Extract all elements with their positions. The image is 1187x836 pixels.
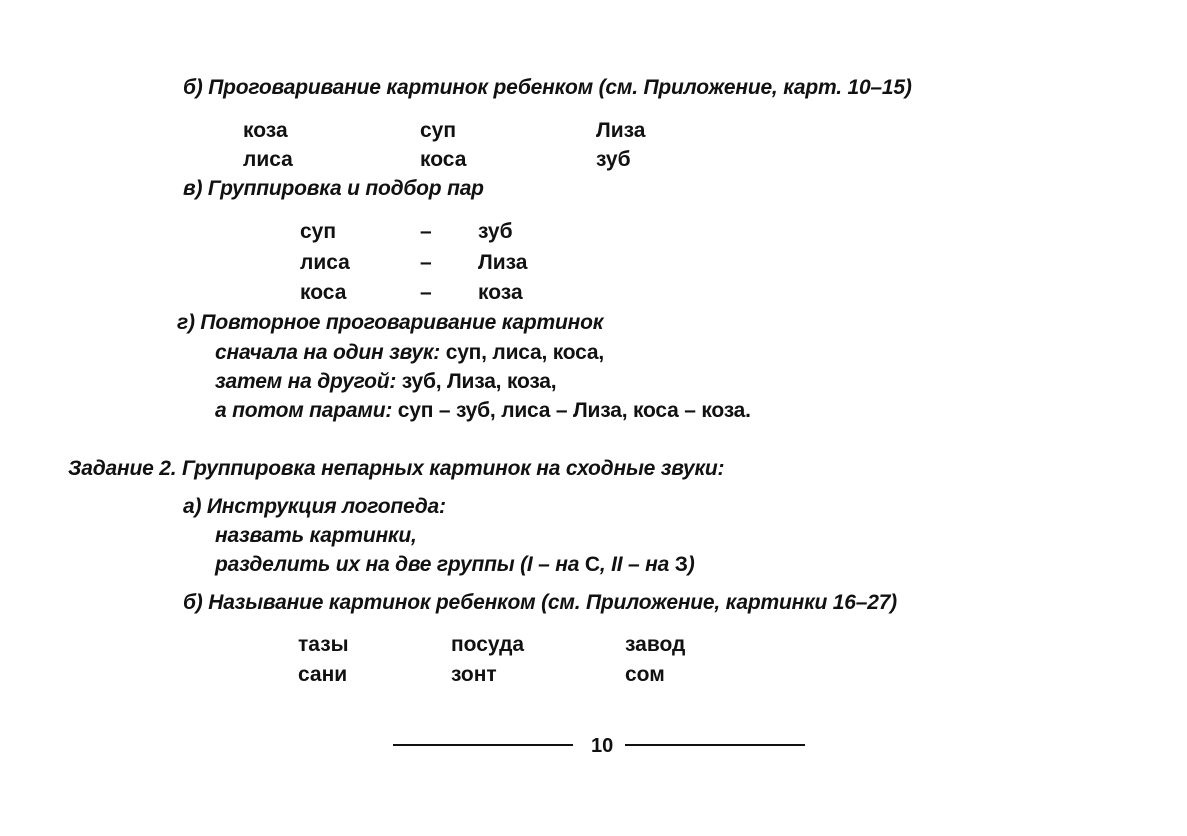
task-2-a-line-1: назвать картинки, xyxy=(215,524,417,547)
word: завод xyxy=(625,633,686,656)
line-text: суп, лиса, коса, xyxy=(440,341,604,364)
page-number: 10 xyxy=(591,735,614,757)
pair-dash: – xyxy=(420,220,432,243)
footer-rule-left xyxy=(393,744,573,746)
pair-right: коза xyxy=(478,281,523,304)
word: суп xyxy=(420,119,457,142)
word: лиса xyxy=(243,148,293,171)
pair-left: коса xyxy=(300,281,347,304)
pair-dash: – xyxy=(420,251,432,274)
pair-dash: – xyxy=(420,281,432,304)
line-text: суп – зуб, лиса – Лиза, коса – коза. xyxy=(392,399,751,422)
word: зонт xyxy=(451,663,497,686)
section-v-heading: в) Группировка и подбор пар xyxy=(183,177,484,200)
word: посуда xyxy=(451,633,525,656)
task-2-b-heading: б) Называние картинок ребенком (см. Приложение, картинки 16–27) xyxy=(183,591,897,614)
section-g-line-3 xyxy=(215,398,751,424)
line-text: зуб, Лиза, коза, xyxy=(396,370,557,393)
text-part: разделить их на две группы (I – на xyxy=(215,553,585,576)
word: зуб xyxy=(596,148,631,171)
letter-s: С xyxy=(584,553,600,576)
section-b-heading: б) Проговаривание картинок ребенком (см. Приложение, карт. 10–15) xyxy=(183,76,912,99)
section-g-line-1 xyxy=(215,340,604,366)
pair-left: суп xyxy=(300,220,337,243)
line-label: сначала на один звук: xyxy=(215,341,441,364)
pair-left: лиса xyxy=(300,251,350,274)
task-2-heading: Задание 2. Группировка непарных картинок на сходные звуки: xyxy=(68,457,725,480)
word: сани xyxy=(298,663,348,686)
section-g-heading: г) Повторное проговаривание картинок xyxy=(177,311,604,334)
pair-right: Лиза xyxy=(478,251,528,274)
text-part: ) xyxy=(687,553,695,576)
pair-right: зуб xyxy=(478,220,513,243)
letter-z: З xyxy=(674,553,688,576)
word: тазы xyxy=(298,633,349,656)
word: коза xyxy=(243,119,288,142)
task-2-a-line-2 xyxy=(215,552,695,578)
line-label: а потом парами: xyxy=(215,399,393,422)
word: Лиза xyxy=(596,119,646,142)
footer-rule-right xyxy=(625,744,805,746)
line-label: затем на другой: xyxy=(215,370,397,393)
word: сом xyxy=(625,663,665,686)
word: коса xyxy=(420,148,467,171)
section-g-line-2 xyxy=(215,369,556,395)
text-part: , II – на xyxy=(599,553,675,576)
task-2-a-heading: а) Инструкция логопеда: xyxy=(183,495,446,518)
